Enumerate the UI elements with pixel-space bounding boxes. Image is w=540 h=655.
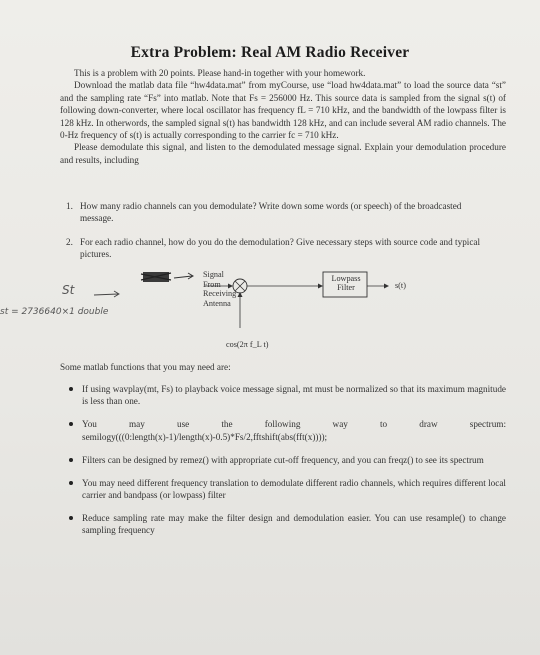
bullet-icon	[60, 512, 82, 537]
antenna-label-line-3: Receiving	[203, 289, 237, 299]
tip-text: You may use the following way to draw spectrum: semilogy(((0:length(x)-1)/length(x)-0.5)*Fs/2,fftshift(abs(fft(x))));	[82, 419, 506, 442]
output-signal-label: s(t)	[395, 281, 406, 290]
bullet-icon	[60, 383, 82, 408]
antenna-label-line-1: Signal	[203, 270, 224, 279]
filter-label-line-2: Filter	[337, 283, 355, 293]
bullet-icon	[60, 418, 82, 443]
question-1	[66, 200, 496, 225]
question-text: How many radio channels can you demodulate? Write down some words (or speech) of the broadcasted message.	[80, 201, 462, 224]
bullet-icon	[60, 454, 82, 466]
tip-item	[60, 418, 506, 443]
tip-item	[60, 454, 506, 466]
antenna-label-line-4: Antenna	[203, 298, 231, 308]
filter-label	[326, 274, 366, 293]
bullet-icon	[60, 477, 82, 502]
intro-paragraph-2: Download the matlab data file “hw4data.mat” from myCourse, use “load hw4data.mat” to load the source data “st” and the sampling rate “Fs” into matlab. Note that Fs = 256000 Hz. This source data is sampled from the signal s(t) of following down-converter, where local oscillator has frequency fL = 710 kHz, and the bandwidth of the lowpass filter is 128 kHz. In otherwords, the sampled signal s(t) has bandwidth 128 kHz, and can include several AM radio channels. The 0-Hz frequency of s(t) is actually corresponding to the carrier fc = 710 kHz.	[60, 80, 506, 141]
filter-label-line-1: Lowpass	[331, 274, 361, 283]
tip-text: If using wavplay(mt, Fs) to playback voice message signal, mt must be normalized so that its maximum magnitude is less than one.	[82, 384, 506, 407]
tip-text: Reduce sampling rate may make the filter design and demodulation easier. You can use resample() to change sampling frequency	[82, 512, 506, 536]
intro-paragraph-3: Please demodulate this signal, and listen to the demodulated message signal. Explain your demodulation procedure and results, including	[60, 142, 506, 165]
intro-paragraph-1: This is a problem with 20 points. Please hand-in together with your homework.	[74, 68, 366, 78]
tip-text: Filters can be designed by remez() with appropriate cut-off frequency, and you can freqz() to see its spectrum	[82, 454, 484, 465]
handwritten-note: st = 2736640×1 double	[0, 307, 109, 317]
functions-intro: Some matlab functions that you may need are:	[60, 362, 231, 372]
page-title: Extra Problem: Real AM Radio Receiver	[130, 44, 410, 61]
hand-arrow-2	[94, 294, 118, 295]
handwritten-st: St	[62, 283, 75, 297]
mixer-cross	[235, 281, 245, 291]
antenna-label	[203, 270, 236, 308]
output-arrowhead	[384, 284, 389, 289]
question-list-item-1	[66, 200, 496, 225]
tip-item	[60, 477, 506, 502]
tip-text: You may need different frequency translation to demodulate different radio channels, which requires different local carrier and bandpass (or lowpass) filter	[82, 477, 506, 500]
question-number: 1.	[66, 201, 73, 211]
question-number: 2.	[66, 237, 73, 247]
question-2	[66, 236, 496, 261]
question-list-item-2	[66, 236, 496, 261]
antenna-label-line-2: From	[203, 279, 221, 289]
oscillator-label: cos(2π f_L t)	[226, 340, 269, 349]
tips-list	[60, 383, 506, 547]
tip-item	[60, 512, 506, 537]
question-text: For each radio channel, how do you do the demodulation? Give necessary steps with source code and typical pictures.	[80, 237, 481, 260]
tip-item	[60, 383, 506, 408]
down-converter-diagram	[0, 262, 540, 358]
problem-description	[60, 67, 506, 166]
filter-arrowhead	[318, 284, 323, 289]
